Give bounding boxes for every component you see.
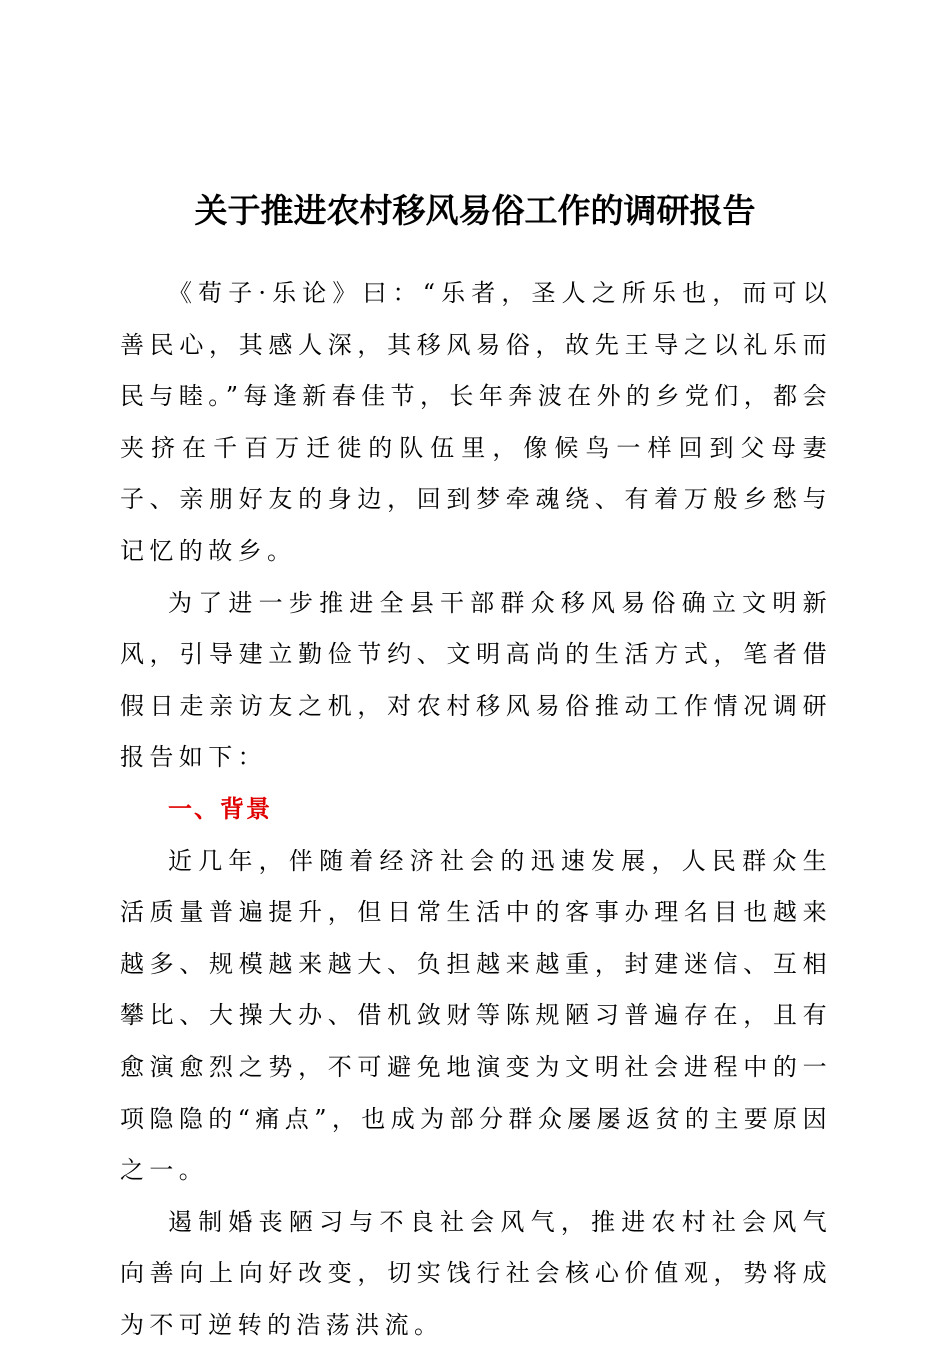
document-body [120, 268, 832, 1351]
background-paragraph: 近几年，伴随着经济社会的迅速发展，人民群众生活质量普遍提升，但日常生活中的客事办理名目也越来越多、规模越来越大、负担越来越重，封建迷信、互相攀比、大操大办、借机敛财等陈规陋习普遍存在，且有愈演愈烈之势，不可避免地演变为文明社会进程中的一项隐隐的“痛点”，也成为部分群众屡屡返贫的主要原因之一。 [120, 846, 832, 1185]
purpose-paragraph: 为了进一步推进全县干部群众移风易俗确立文明新风，引导建立勤俭节约、文明高尚的生活方式，笔者借假日走亲访友之机，对农村移风易俗推动工作情况调研报告如下： [120, 588, 832, 772]
section-heading-background: 一、背景 [168, 794, 272, 823]
conclusion-paragraph: 遏制婚丧陋习与不良社会风气，推进农村社会风气向善向上向好改变，切实饯行社会核心价值观，势将成为不可逆转的浩荡洪流。 [120, 1207, 832, 1339]
document-title: 关于推进农村移风易俗工作的调研报告 [194, 191, 756, 230]
intro-paragraph: 《荀子·乐论》曰：“乐者，圣人之所乐也，而可以善民心，其感人深，其移风易俗，故先王导之以礼乐而民与睦。”每逢新春佳节，长年奔波在外的乡党们，都会夹挤在千百万迁徙的队伍里，像候鸟一样回到父母妻子、亲朋好友的身边，回到梦牵魂绕、有着万般乡愁与记忆的故乡。 [120, 279, 832, 565]
